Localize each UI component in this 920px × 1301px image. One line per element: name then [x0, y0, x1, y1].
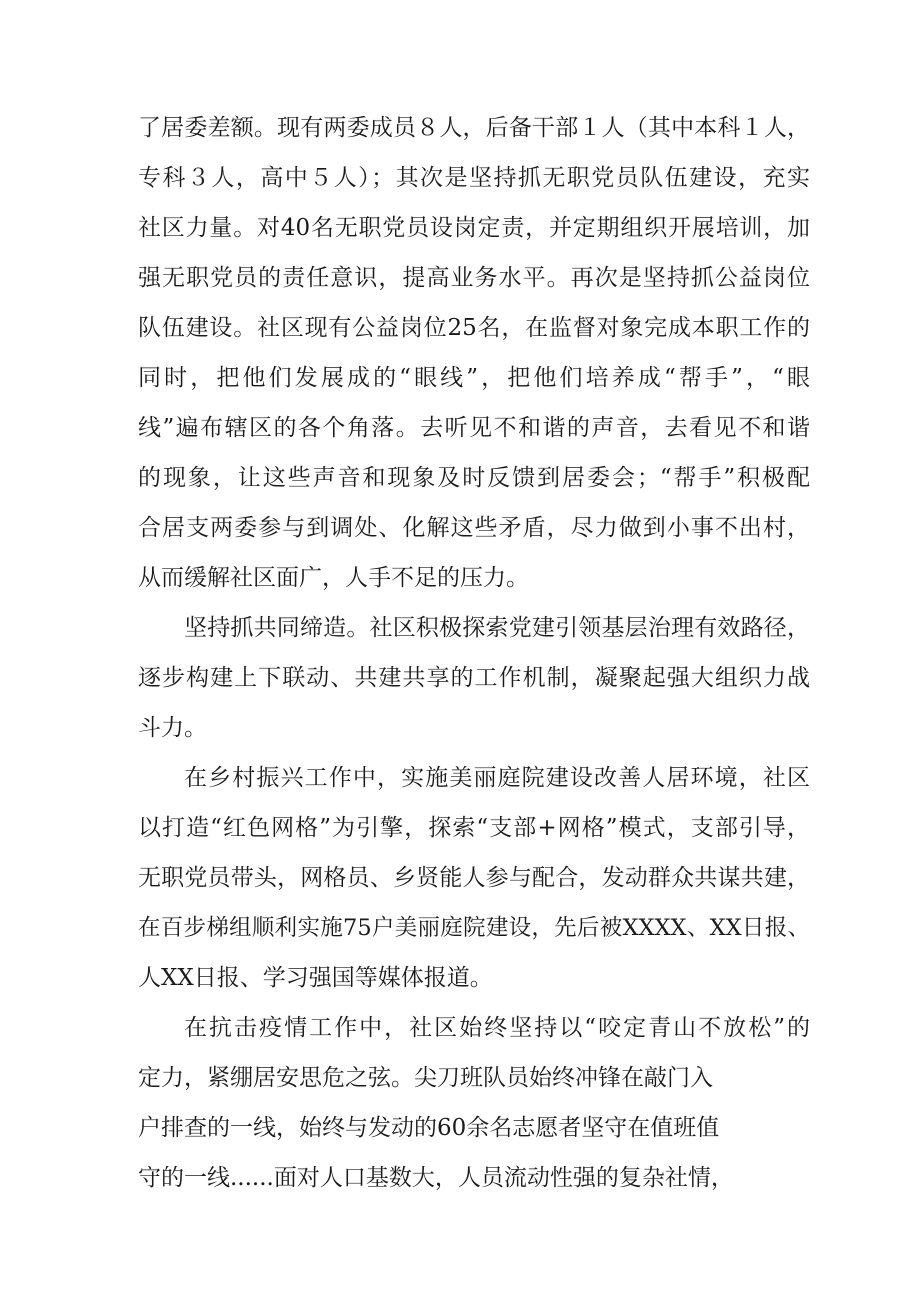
paragraph-4-line-4: 守的一线......面对人口基数大，人员流动性强的复杂社情，	[138, 1165, 734, 1191]
paragraph-1-line-7: 线”遍布辖区的各个角落。去听见不和谐的声音，去看见不和谐	[138, 415, 810, 441]
paragraph-1-line-10: 从而缓解社区面广，人手不足的压力。	[138, 565, 529, 591]
paragraph-4-line-3: 户排查的一线，始终与发动的60余名志愿者坚守在值班值	[138, 1115, 720, 1141]
paragraph-1-line-9: 合居支两委参与到调处、化解这些矛盾，尽力做到小事不出村，	[138, 515, 810, 541]
paragraph-4-line-1: 在抗击疫情工作中，社区始终坚持以“咬定青山不放松”的	[184, 1015, 810, 1041]
paragraph-1-line-2: 专科３人，高中５人）；其次是坚持抓无职党员队伍建设，充实	[138, 165, 810, 191]
paragraph-1-line-4: 强无职党员的责任意识，提高业务水平。再次是坚持抓公益岗位	[138, 265, 810, 291]
paragraph-2-line-3: 斗力。	[138, 715, 207, 741]
paragraph-3-line-3: 无职党员带头，网格员、乡贤能人参与配合，发动群众共谋共建，	[138, 865, 810, 891]
paragraph-1-line-5: 队伍建设。社区现有公益岗位25名，在监督对象完成本职工作的	[138, 315, 810, 341]
paragraph-1-line-8: 的现象，让这些声音和现象及时反馈到居委会；“帮手”积极配	[138, 465, 810, 491]
paragraph-3-line-4: 在百步梯组顺利实施75户美丽庭院建设，先后被XXXX、XX日报、	[138, 915, 810, 941]
paragraph-1-line-1: 了居委差额。现有两委成员８人，后备干部１人（其中本科１人，	[138, 115, 810, 141]
paragraph-3-line-5: 人XX日报、学习强国等媒体报道。	[138, 965, 493, 991]
paragraph-4-line-2: 定力，紧绷居安思危之弦。尖刀班队员始终冲锋在敲门入	[138, 1065, 713, 1091]
paragraph-1-line-6: 同时，把他们发展成的“眼线”，把他们培养成“帮手”，“眼	[138, 365, 810, 391]
paragraph-1-line-3: 社区力量。对40名无职党员设岗定责，并定期组织开展培训，加	[138, 215, 810, 241]
paragraph-2-line-1: 坚持抓共同缔造。社区积极探索党建引领基层治理有效路径，	[184, 615, 810, 641]
paragraph-2-line-2: 逐步构建上下联动、共建共享的工作机制，凝聚起强大组织力战	[138, 665, 810, 691]
paragraph-3-line-2: 以打造“红色网格”为引擎，探索“支部+网格”模式，支部引导，	[138, 815, 810, 841]
paragraph-3-line-1: 在乡村振兴工作中，实施美丽庭院建设改善人居环境，社区	[184, 765, 810, 791]
